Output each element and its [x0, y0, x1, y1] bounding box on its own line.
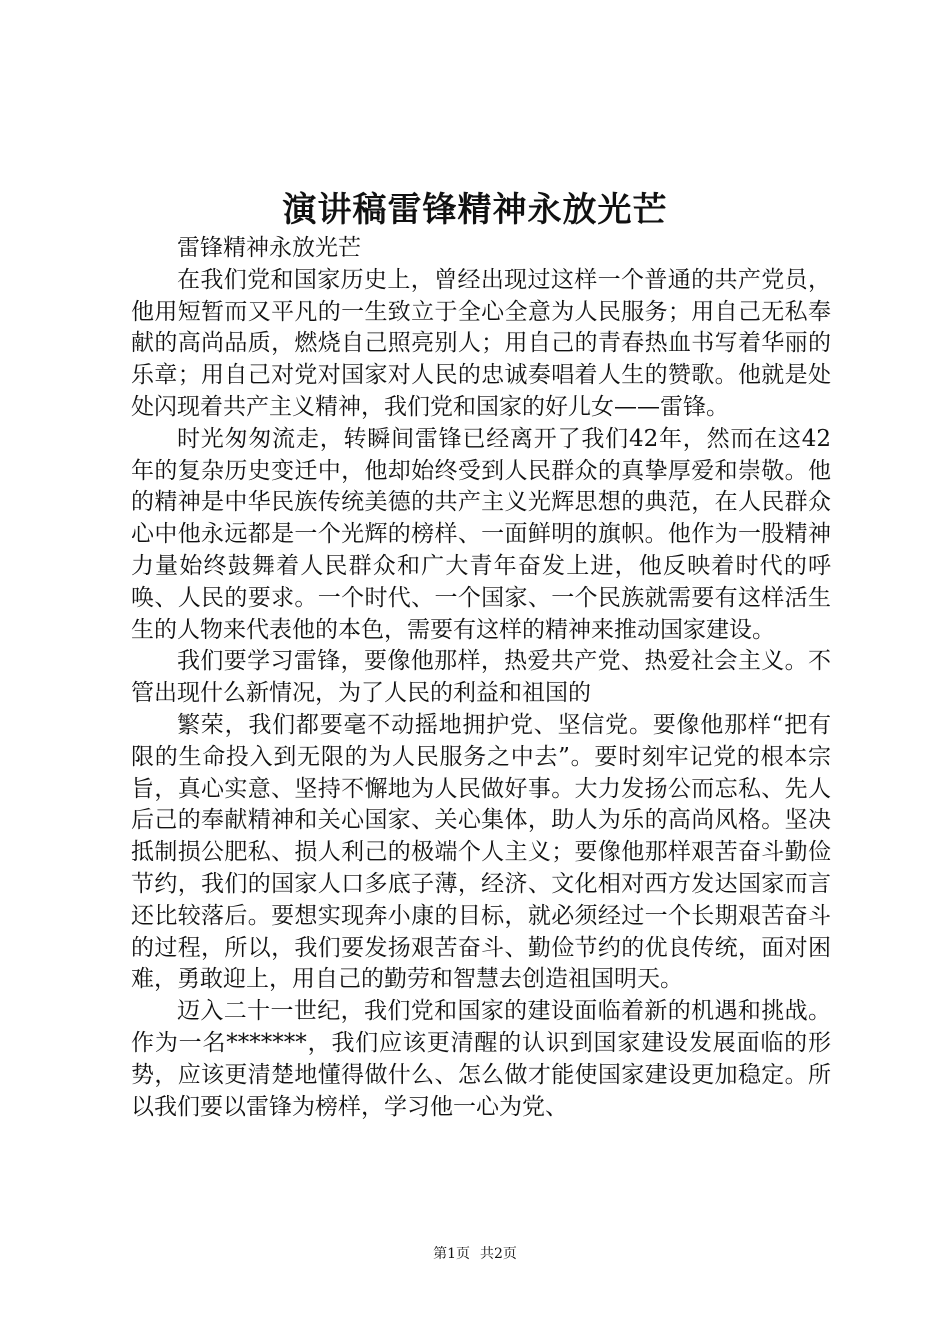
- page-number: 第1页: [433, 1246, 470, 1262]
- page-footer: [0, 1244, 950, 1264]
- paragraph-subtitle: 雷锋精神永放光芒: [177, 235, 361, 261]
- paragraph: 迈入二十一世纪，我们党和国家的建设面临着新的机遇和挑战。作为一名*******，我们应该更清醒的认识到国家建设发展面临的形势，应该更清楚地懂得做什么、怎么做才能使国家建设更加稳定。所以我们要以雷锋为榜样，学习他一心为党、: [131, 998, 831, 1120]
- paragraph: 在我们党和国家历史上，曾经出现过这样一个普通的共产党员，他用短暂而又平凡的一生致立于全心全意为人民服务；用自己无私奉献的高尚品质，燃烧自己照亮别人；用自己的青春热血书写着华丽的乐章；用自己对党对国家对人民的忠诚奏唱着人生的赞歌。他就是处处闪现着共产主义精神，我们党和国家的好儿女——雷锋。: [131, 266, 831, 420]
- document-body: [131, 233, 831, 1123]
- paragraph: 繁荣，我们都要毫不动摇地拥护党、坚信党。要像他那样“把有限的生命投入到无限的为人民服务之中去”。要时刻牢记党的根本宗旨，真心实意、坚持不懈地为人民做好事。大力发扬公而忘私、先人后己的奉献精神和关心国家、关心集体，助人为乐的高尚风格。坚决抵制损公肥私、损人利己的极端个人主义；要像他那样艰苦奋斗勤俭节约，我们的国家人口多底子薄，经济、文化相对西方发达国家而言还比较落后。要想实现奔小康的目标，就必须经过一个长期艰苦奋斗的过程，所以，我们要发扬艰苦奋斗、勤俭节约的优良传统，面对困难，勇敢迎上，用自己的勤劳和智慧去创造祖国明天。: [131, 711, 831, 993]
- paragraph: 时光匆匆流走，转瞬间雷锋已经离开了我们42年，然而在这42年的复杂历史变迁中，他却始终受到人民群众的真挚厚爱和崇敬。他的精神是中华民族传统美德的共产主义光辉思想的典范，在人民群众心中他永远都是一个光辉的榜样、一面鲜明的旗帜。他作为一股精神力量始终鼓舞着人民群众和广大青年奋发上进，他反映着时代的呼唤、人民的要求。一个时代、一个国家、一个民族就需要有这样活生生的人物来代表他的本色，需要有这样的精神来推动国家建设。: [131, 425, 831, 643]
- paragraph: 我们要学习雷锋，要像他那样，热爱共产党、热爱社会主义。不管出现什么新情况，为了人民的利益和祖国的: [131, 648, 831, 707]
- page-total: 共2页: [480, 1246, 517, 1262]
- document-title: 演讲稿雷锋精神永放光芒: [282, 190, 668, 230]
